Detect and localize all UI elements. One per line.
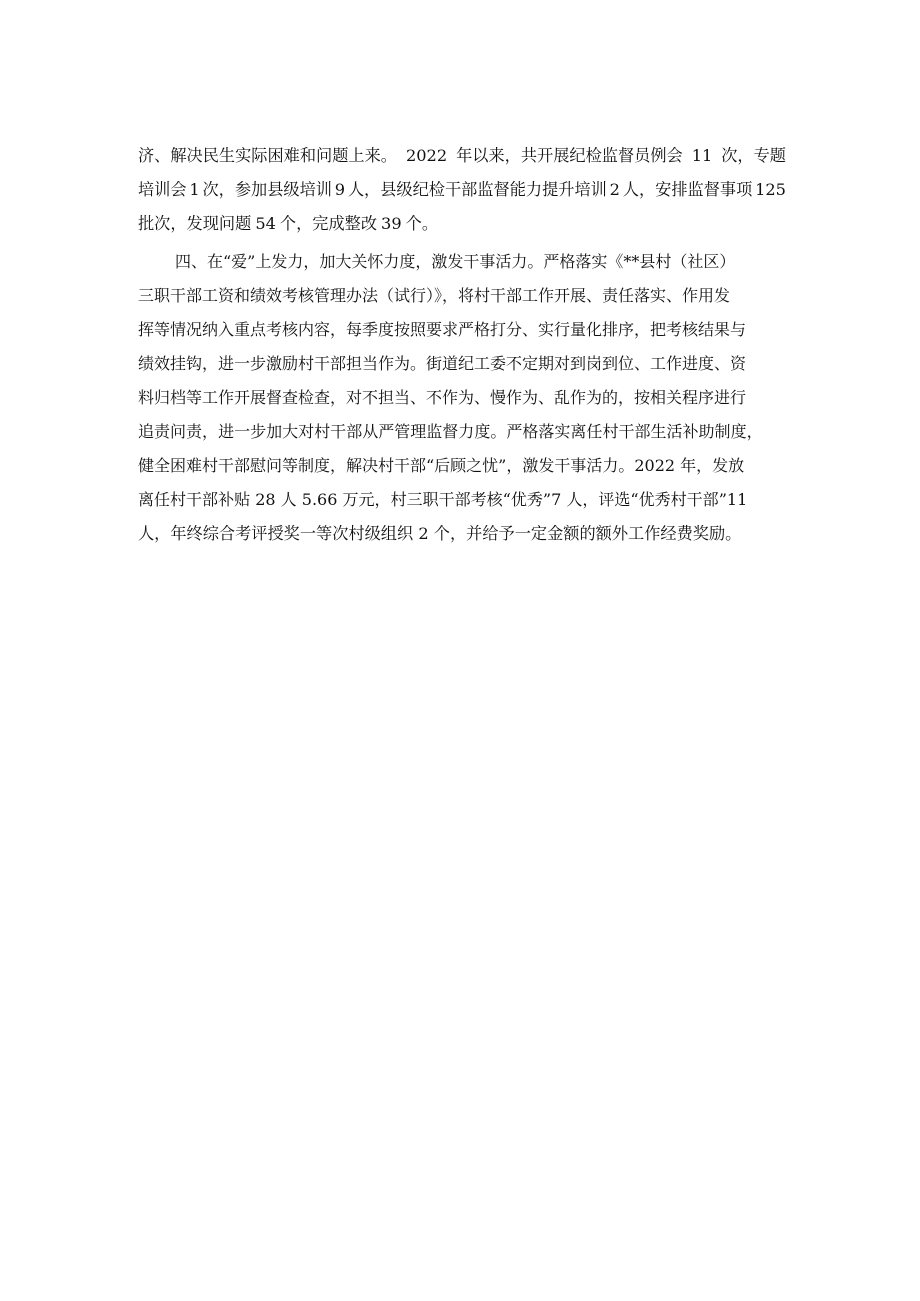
paragraph-1-line-1 bbox=[138, 139, 786, 173]
text-run: 2022 bbox=[405, 146, 448, 165]
text-run: 125 bbox=[755, 180, 786, 199]
text-run: 年以来，共开展纪检监督员例会 bbox=[456, 146, 683, 165]
paragraph-1-line-2 bbox=[138, 173, 786, 207]
paragraph-2-line-1 bbox=[138, 245, 786, 279]
text-run: 料归档等工作开展督查检查，对不担当、不作为、慢作为、乱作为的，按相关程序进行 bbox=[138, 388, 747, 407]
paragraph-2-line-6 bbox=[138, 415, 786, 449]
paragraph-2-line-9 bbox=[138, 517, 786, 551]
text-run: 挥等情况纳入重点考核内容，每季度按照要求严格打分、实行量化排序，把考核结果与 bbox=[138, 320, 747, 339]
text-run: 离任村干部补贴 28 人 5.66 万元，村三职干部考核“优秀”7 人，评选“优秀村干部”11 bbox=[138, 490, 748, 509]
text-run: 三职干部工资和绩效考核管理办法（试行）》，将村干部工作开展、责任落实、作用发 bbox=[138, 286, 731, 305]
text-run: 个。 bbox=[405, 214, 439, 233]
paragraph-1-line-3 bbox=[138, 207, 786, 241]
text-run: 次，参加县级培训 bbox=[202, 180, 332, 199]
document-body bbox=[138, 139, 786, 551]
text-run: 健全困难村干部慰问等制度，解决村干部“后顾之忧”，激发干事活力。2022 年，发放 bbox=[138, 456, 745, 475]
text-run: 济、解决民生实际困难和问题上来。 bbox=[138, 146, 397, 165]
text-run: 个，完成整改 bbox=[279, 214, 378, 233]
text-run: 人，安排监督事项 bbox=[622, 180, 753, 199]
text-run: 批次，发现问题 bbox=[138, 214, 252, 233]
text-run: 人，年终综合考评授奖一等次村级组织 2 个，并给予一定金额的额外工作经费奖励。 bbox=[138, 524, 742, 543]
text-run: 2 bbox=[609, 180, 620, 199]
paragraph-2-line-4 bbox=[138, 347, 786, 381]
text-run: 9 bbox=[334, 180, 346, 199]
paragraph-2-line-2 bbox=[138, 279, 786, 313]
text-run: 四、在“爱”上发力，加大关怀力度，激发干事活力。严格落实《**县村（社区） bbox=[175, 252, 736, 271]
text-run: 次，专题 bbox=[721, 146, 786, 165]
text-run: 绩效挂钩，进一步激励村干部担当作为。街道纪工委不定期对到岗到位、工作进度、资 bbox=[138, 354, 747, 373]
paragraph-2-line-8 bbox=[138, 483, 786, 517]
text-run: 培训会 bbox=[138, 180, 187, 199]
text-run: 人，县级纪检干部监督能力提升培训 bbox=[347, 180, 607, 199]
text-run: 11 bbox=[691, 146, 713, 165]
paragraph-2-line-5 bbox=[138, 381, 786, 415]
text-run: 39 bbox=[381, 214, 402, 233]
text-run: 1 bbox=[189, 180, 200, 199]
paragraph-2-line-7 bbox=[138, 449, 786, 483]
text-run: 54 bbox=[255, 214, 276, 233]
text-run: 追责问责，进一步加大对村干部从严管理监督力度。严格落实离任村干部生活补助制度， bbox=[138, 422, 763, 441]
paragraph-2-line-3 bbox=[138, 313, 786, 347]
